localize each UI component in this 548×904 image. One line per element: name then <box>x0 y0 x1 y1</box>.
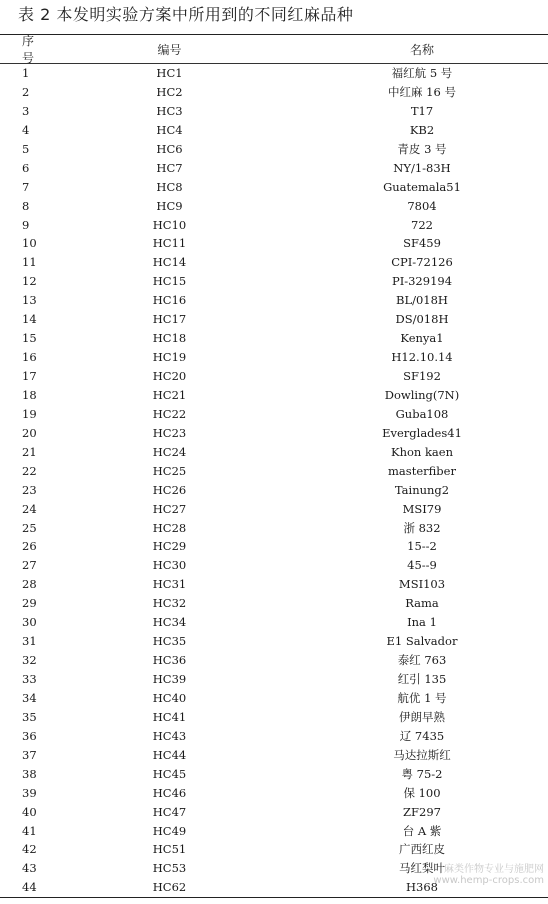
cell-variety-name: 台 A 紫 <box>402 823 442 838</box>
cell-index: 10 <box>22 236 37 251</box>
table-row <box>0 519 548 538</box>
cell-index: 4 <box>22 122 30 137</box>
cell-code: HC40 <box>152 690 187 705</box>
cell-variety-name: E1 Salvador <box>386 634 458 649</box>
table-row <box>0 216 548 235</box>
cell-index: 20 <box>22 425 37 440</box>
cell-index: 22 <box>22 463 37 478</box>
cell-index: 23 <box>22 482 37 497</box>
table-row <box>0 140 548 159</box>
cell-index: 13 <box>22 293 37 308</box>
table-row <box>0 272 548 291</box>
cell-code: HC30 <box>152 558 187 573</box>
cell-variety-name: 泰红 763 <box>397 653 447 668</box>
cell-variety-name: 马达拉斯红 <box>393 747 451 762</box>
cell-code: HC15 <box>152 274 187 289</box>
cell-index: 41 <box>22 823 37 838</box>
cell-code: HC49 <box>152 823 187 838</box>
cell-index: 7 <box>22 179 30 194</box>
cell-code: HC51 <box>152 842 187 857</box>
table-row <box>0 594 548 613</box>
cell-index: 28 <box>22 577 37 592</box>
table-row <box>0 537 548 556</box>
cell-code: HC8 <box>156 179 183 194</box>
cell-code: HC2 <box>156 84 183 99</box>
cell-variety-name: 45--9 <box>407 558 437 573</box>
cell-variety-name: Ina 1 <box>407 615 437 630</box>
cell-index: 31 <box>22 634 37 649</box>
site-watermark <box>433 864 544 886</box>
cell-index: 33 <box>22 672 37 686</box>
cell-index: 25 <box>22 520 37 535</box>
cell-index: 21 <box>22 444 37 459</box>
cell-variety-name: T17 <box>410 103 434 118</box>
cell-code: HC10 <box>152 217 187 232</box>
cell-code: HC29 <box>152 539 187 554</box>
cell-code: HC53 <box>152 861 187 876</box>
cell-index: 3 <box>22 103 30 118</box>
cell-code: HC3 <box>156 103 183 118</box>
cell-index: 15 <box>22 331 37 346</box>
table-row <box>0 784 548 803</box>
cell-code: HC1 <box>156 66 183 80</box>
cell-variety-name: Khon kaen <box>390 444 454 459</box>
cell-variety-name: 保 100 <box>403 785 441 800</box>
cell-variety-name: CPI-72126 <box>391 255 453 270</box>
cell-index: 18 <box>22 387 37 402</box>
table-body <box>0 64 548 897</box>
cell-code: HC31 <box>152 577 187 592</box>
cell-index: 38 <box>22 766 37 781</box>
cell-code: HC17 <box>152 312 187 327</box>
table-row <box>0 197 548 216</box>
cell-index: 26 <box>22 539 37 554</box>
table-row <box>0 632 548 651</box>
cell-variety-name: 7804 <box>407 198 437 213</box>
table-row <box>0 651 548 670</box>
table-header-row <box>0 35 548 64</box>
table-row <box>0 575 548 594</box>
cell-variety-name: PI-329194 <box>391 274 453 289</box>
table-row <box>0 462 548 481</box>
cell-index: 44 <box>22 880 37 895</box>
cell-index: 24 <box>22 501 37 516</box>
table-row <box>0 840 548 859</box>
cell-variety-name: H368 <box>406 880 438 895</box>
cell-code: HC19 <box>152 350 187 365</box>
cell-code: HC44 <box>152 747 187 762</box>
cell-variety-name: masterfiber <box>388 463 456 478</box>
table-row <box>0 727 548 746</box>
cell-index: 35 <box>22 709 37 724</box>
cell-variety-name: 马红梨叶 <box>399 861 445 876</box>
cell-code: HC35 <box>152 634 187 649</box>
cell-index: 30 <box>22 615 37 630</box>
cell-variety-name: SF459 <box>403 236 441 251</box>
cell-variety-name: MSI103 <box>398 577 446 592</box>
cell-variety-name: 722 <box>411 217 433 232</box>
cell-code: HC46 <box>152 785 187 800</box>
table-row <box>0 253 548 272</box>
table-row <box>0 348 548 367</box>
table-row <box>0 310 548 329</box>
cell-variety-name: DS/018H <box>395 312 449 327</box>
cell-variety-name: 福红航 5 号 <box>391 66 453 80</box>
table-row <box>0 291 548 310</box>
cell-variety-name: Kenya1 <box>400 331 444 346</box>
cell-variety-name: H12.10.14 <box>391 350 453 365</box>
cell-index: 14 <box>22 312 37 327</box>
cell-code: HC39 <box>152 672 187 686</box>
cell-variety-name: SF192 <box>403 369 441 383</box>
cell-index: 17 <box>22 369 37 383</box>
header-index: 序号 <box>22 34 35 65</box>
cell-index: 11 <box>22 255 37 270</box>
table-row <box>0 500 548 519</box>
cell-code: HC9 <box>156 198 183 213</box>
cell-code: HC14 <box>152 255 187 270</box>
table-caption: 表 2 本发明实验方案中所用到的不同红麻品种 <box>18 5 354 24</box>
cell-index: 12 <box>22 274 37 289</box>
cell-index: 16 <box>22 350 37 365</box>
cell-code: HC34 <box>152 615 187 630</box>
cell-variety-name: Guba108 <box>395 406 449 421</box>
cell-code: HC18 <box>152 331 187 346</box>
cell-index: 36 <box>22 728 37 743</box>
varieties-table <box>0 34 548 898</box>
cell-variety-name: 中红麻 16 号 <box>388 84 456 99</box>
cell-index: 19 <box>22 406 37 421</box>
cell-code: HC7 <box>156 160 183 175</box>
cell-variety-name: BL/018H <box>396 293 448 308</box>
cell-code: HC20 <box>152 369 187 383</box>
table-row <box>0 121 548 140</box>
cell-variety-name: MSI79 <box>402 501 442 516</box>
cell-variety-name: Everglades41 <box>382 425 462 440</box>
table-row <box>0 102 548 121</box>
cell-variety-name: 伊朗早熟 <box>399 709 445 724</box>
cell-variety-name: 辽 7435 <box>399 728 445 743</box>
cell-variety-name: 广西红皮 <box>399 842 445 857</box>
cell-variety-name: KB2 <box>409 122 435 137</box>
table-row <box>0 443 548 462</box>
table-row <box>0 386 548 405</box>
cell-code: HC6 <box>156 141 183 156</box>
cell-code: HC43 <box>152 728 187 743</box>
cell-code: HC27 <box>152 501 187 516</box>
cell-variety-name: 15--2 <box>407 539 437 554</box>
watermark-line-1: 麻类作物专业与施肥网 <box>444 864 544 875</box>
cell-variety-name: 青皮 3 号 <box>397 141 447 156</box>
table-row <box>0 64 548 83</box>
table-row <box>0 765 548 784</box>
cell-code: HC41 <box>152 709 187 724</box>
cell-code: HC28 <box>152 520 187 535</box>
table-row <box>0 670 548 689</box>
cell-variety-name: 红引 135 <box>397 672 447 686</box>
cell-code: HC25 <box>152 463 187 478</box>
cell-index: 34 <box>22 690 37 705</box>
cell-code: HC45 <box>152 766 187 781</box>
table-row <box>0 234 548 253</box>
table-row <box>0 83 548 102</box>
table-row <box>0 367 548 386</box>
table-row <box>0 803 548 822</box>
cell-code: HC24 <box>152 444 187 459</box>
cell-code: HC62 <box>152 880 187 895</box>
cell-variety-name: 航优 1 号 <box>397 690 447 705</box>
cell-code: HC36 <box>152 653 187 668</box>
table-row <box>0 424 548 443</box>
cell-index: 1 <box>22 66 30 80</box>
cell-index: 37 <box>22 747 37 762</box>
cell-code: HC32 <box>152 596 187 611</box>
cell-index: 39 <box>22 785 37 800</box>
cell-variety-name: 粤 75-2 <box>401 766 443 781</box>
cell-index: 29 <box>22 596 37 611</box>
table-row <box>0 178 548 197</box>
cell-index: 43 <box>22 861 37 876</box>
cell-code: HC23 <box>152 425 187 440</box>
cell-index: 32 <box>22 653 37 668</box>
cell-index: 2 <box>22 84 30 99</box>
table-row <box>0 746 548 765</box>
table-row <box>0 329 548 348</box>
cell-variety-name: NY/1-83H <box>393 160 451 175</box>
cell-code: HC26 <box>152 482 187 497</box>
cell-variety-name: Dowling(7N) <box>384 387 460 402</box>
cell-index: 27 <box>22 558 37 573</box>
cell-code: HC11 <box>152 236 187 251</box>
cell-code: HC47 <box>152 804 187 819</box>
cell-variety-name: 浙 832 <box>403 520 441 535</box>
table-row <box>0 822 548 841</box>
header-name: 名称 <box>409 42 434 57</box>
cell-index: 42 <box>22 842 37 857</box>
cell-code: HC22 <box>152 406 187 421</box>
table-row <box>0 708 548 727</box>
table-row <box>0 556 548 575</box>
cell-index: 40 <box>22 804 37 819</box>
cell-variety-name: Guatemala51 <box>383 179 461 194</box>
cell-code: HC21 <box>152 387 187 402</box>
table-row <box>0 159 548 178</box>
cell-code: HC16 <box>152 293 187 308</box>
cell-variety-name: Tainung2 <box>394 482 450 497</box>
cell-index: 9 <box>22 217 30 232</box>
watermark-line-2: www.hemp-crops.com <box>433 875 544 886</box>
cell-index: 6 <box>22 160 30 175</box>
cell-variety-name: ZF297 <box>403 804 441 819</box>
header-code: 编号 <box>157 42 182 57</box>
cell-code: HC4 <box>156 122 183 137</box>
table-row <box>0 613 548 632</box>
table-row <box>0 689 548 708</box>
cell-index: 5 <box>22 141 30 156</box>
cell-index: 8 <box>22 198 30 213</box>
table-row <box>0 481 548 500</box>
table-row <box>0 405 548 424</box>
cell-variety-name: Rama <box>405 596 439 611</box>
